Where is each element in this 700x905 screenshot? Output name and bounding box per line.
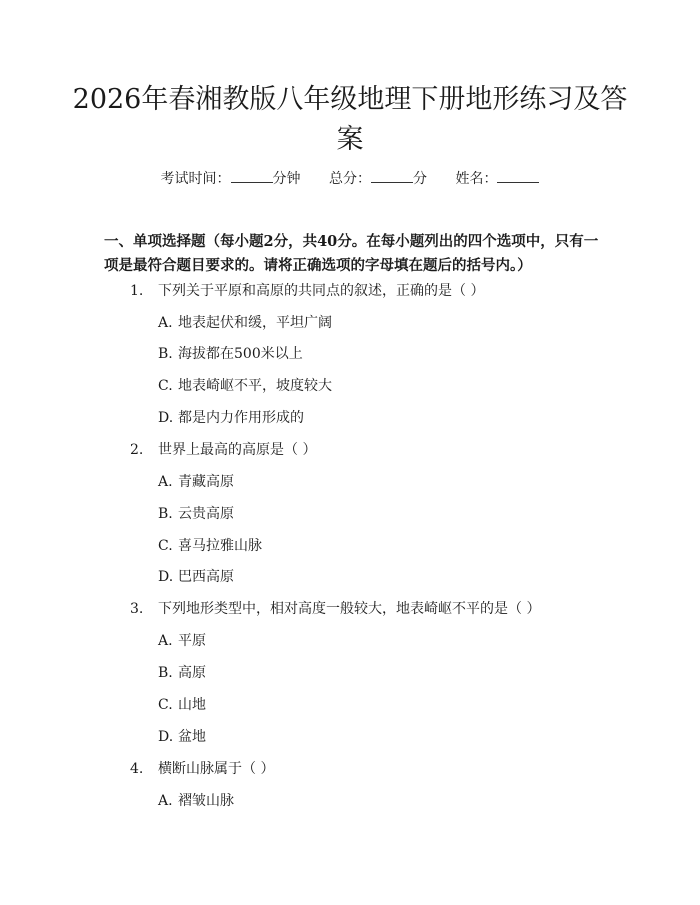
question-item	[130, 281, 484, 301]
answer-option	[158, 344, 303, 364]
section-heading: 一、单项选择题（每小题2分，共40分。在每小题列出的四个选项中，只有一项是最符合题目要求的。请将正确选项的字母填在题后的括号内。）	[104, 233, 599, 274]
question-number: 1.	[130, 283, 144, 299]
answer-option	[158, 313, 332, 333]
option-text: 喜马拉雅山脉	[178, 538, 262, 554]
total-score-label: 总分：	[329, 171, 371, 187]
page-title: 2026年春湘教版八年级地理下册地形练习及答案	[72, 84, 628, 155]
exam-time-label: 考试时间：	[160, 171, 231, 187]
question-text: 横断山脉属于（ ）	[158, 761, 275, 777]
answer-option	[158, 695, 206, 715]
option-letter: D.	[158, 569, 174, 585]
total-score-unit: 分	[413, 171, 427, 187]
answer-option	[158, 504, 234, 524]
option-text: 高原	[178, 665, 206, 681]
exam-time-field	[161, 168, 301, 189]
question-item	[130, 759, 274, 779]
option-letter: D.	[158, 729, 174, 745]
answer-option	[158, 567, 234, 587]
question-number: 4.	[130, 761, 144, 777]
option-text: 巴西高原	[178, 569, 234, 585]
option-text: 地表崎岖不平，坡度较大	[178, 378, 332, 394]
student-name-field	[455, 168, 539, 189]
option-letter: C.	[158, 538, 173, 554]
option-letter: A.	[158, 474, 173, 490]
option-letter: B.	[158, 346, 173, 362]
option-letter: A.	[158, 315, 173, 331]
option-letter: C.	[158, 378, 173, 394]
exam-info-line	[0, 168, 700, 189]
option-text: 山地	[178, 697, 206, 713]
total-score-field	[329, 168, 427, 189]
answer-option	[158, 631, 206, 651]
option-letter: A.	[158, 793, 173, 809]
question-text: 下列关于平原和高原的共同点的叙述，正确的是（ ）	[158, 283, 485, 299]
option-text: 褶皱山脉	[178, 793, 234, 809]
student-name-label: 姓名：	[455, 171, 498, 187]
total-score-blank	[371, 168, 413, 183]
answer-option	[158, 408, 304, 428]
answer-option	[158, 472, 234, 492]
exam-time-unit: 分钟	[272, 171, 301, 187]
answer-option	[158, 376, 332, 396]
answer-option	[158, 663, 206, 683]
question-number: 3.	[130, 601, 144, 617]
option-text: 平原	[178, 633, 206, 649]
exam-time-blank	[231, 168, 273, 183]
option-text: 盆地	[178, 729, 206, 745]
option-letter: C.	[158, 697, 173, 713]
option-letter: D.	[158, 410, 174, 426]
option-letter: B.	[158, 665, 173, 681]
answer-option	[158, 791, 234, 811]
option-text: 地表起伏和缓，平坦广阔	[178, 315, 332, 331]
question-item	[130, 599, 540, 619]
student-name-blank	[497, 168, 539, 183]
answer-option	[158, 727, 206, 747]
option-letter: A.	[158, 633, 173, 649]
option-text: 都是内力作用形成的	[178, 410, 304, 426]
question-item	[130, 440, 316, 460]
option-text: 云贵高原	[178, 506, 234, 522]
option-text: 青藏高原	[178, 474, 234, 490]
question-text: 世界上最高的高原是（ ）	[158, 442, 317, 458]
option-text: 海拔都在500米以上	[178, 346, 303, 362]
question-number: 2.	[130, 442, 144, 458]
question-text: 下列地形类型中，相对高度一般较大，地表崎岖不平的是（ ）	[158, 601, 541, 617]
answer-option	[158, 536, 262, 556]
option-letter: B.	[158, 506, 173, 522]
